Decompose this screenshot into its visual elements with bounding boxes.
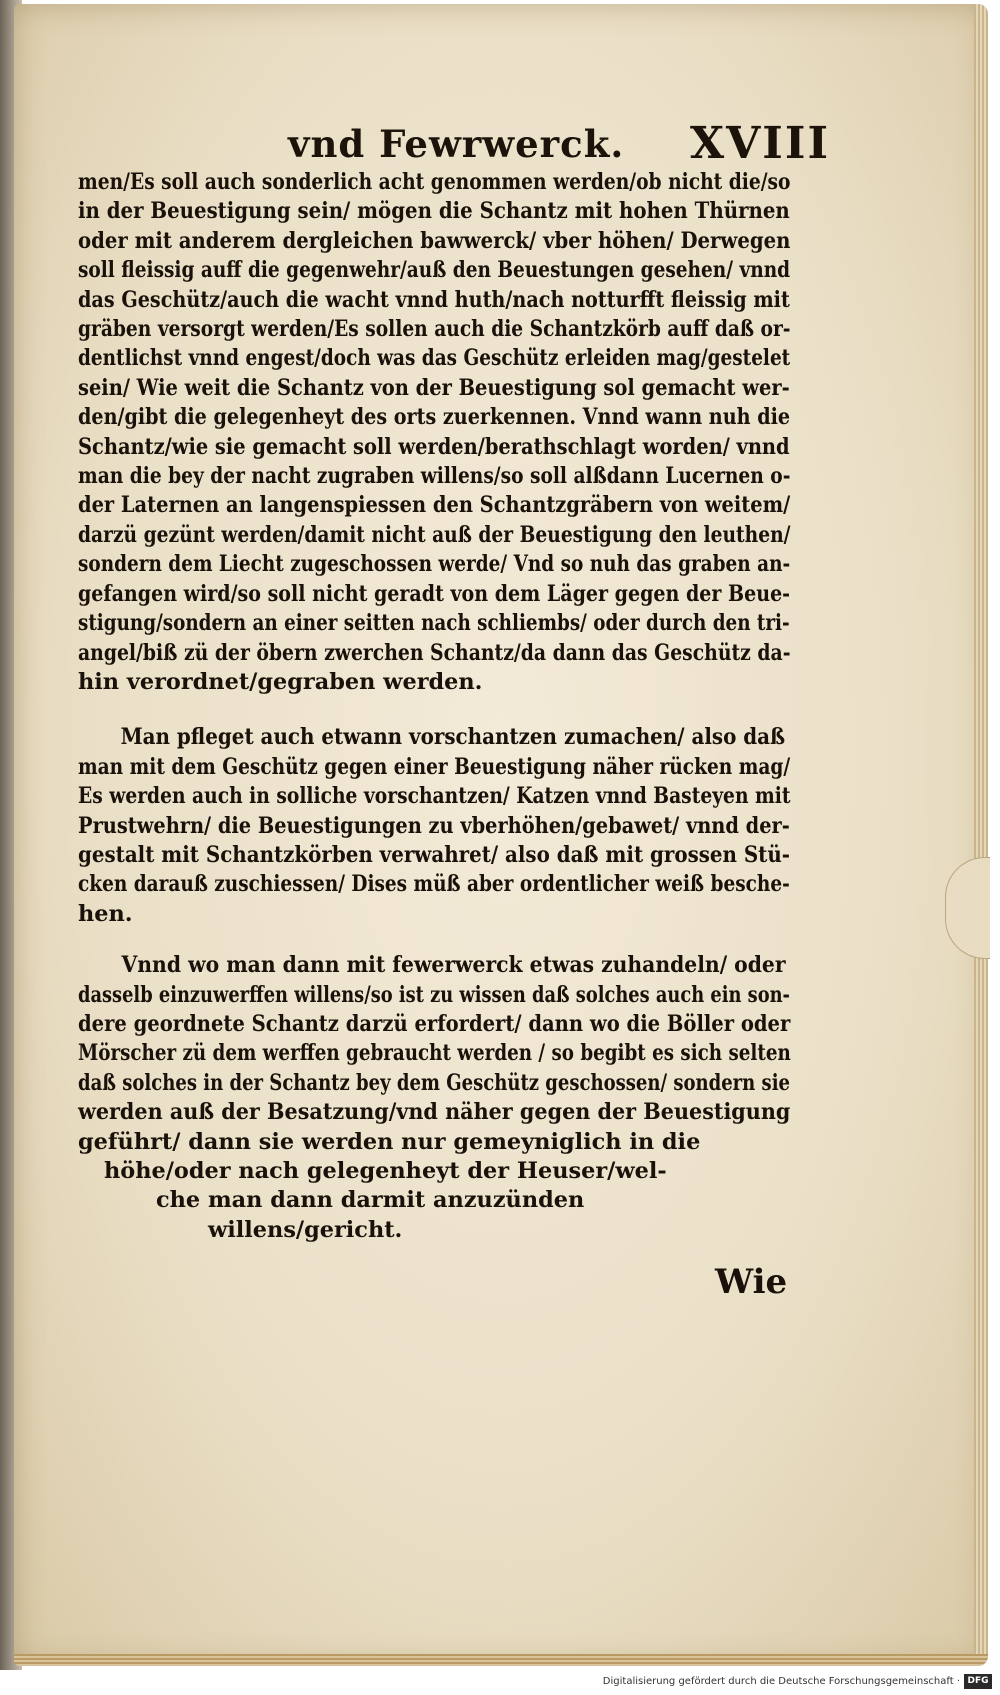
folio-number: XVIII — [690, 118, 831, 169]
catchword: Wie — [715, 1262, 788, 1302]
main-text — [78, 168, 790, 1267]
page-edge — [974, 4, 988, 1666]
text-line: geführt/ dann sie werden nur gemeyniglich in die — [78, 1128, 701, 1155]
bookmark-tab — [945, 857, 990, 959]
text-line: Mörscher zü dem werffen gebraucht werden / so begibt es sich selten — [78, 1040, 791, 1067]
paragraph-1 — [78, 168, 790, 697]
text-line: höhe/oder nach gelegenheyt der Heuser/wel- — [104, 1158, 667, 1184]
text-line: gefangen wird/so soll nicht geradt von dem Läger gegen der Beue- — [78, 580, 791, 607]
text-line: willens/gericht. — [208, 1216, 403, 1243]
text-line: Es werden auch in solliche vorschantzen/ Katzen vnnd Basteyen mit — [78, 783, 791, 810]
text-line: man die bey der nacht zugraben willens/so soll alßdann Lucernen o- — [78, 463, 791, 490]
dfg-logo: DFG — [964, 1674, 992, 1689]
running-title: vnd Fewrwerck. — [288, 122, 625, 166]
text-line: das Geschütz/auch die wacht vnnd huth/nach notturfft fleissig mit — [78, 286, 790, 313]
text-line: Schantz/wie sie gemacht soll werden/berathschlagt worden/ vnnd — [78, 433, 790, 460]
text-line: sondern dem Liecht zugeschossen werde/ Vnd so nuh das graben an- — [78, 551, 791, 578]
text-line: angel/biß zü der öbern zwerchen Schantz/da dann das Geschütz da- — [78, 639, 791, 666]
text-line: Vnnd wo man dann mit fewerwerck etwas zuhandeln/ oder — [121, 952, 786, 979]
text-line: den/gibt die gelegenheyt des orts zuerkennen. Vnnd wann nuh die — [78, 404, 791, 431]
funding-credit: Digitalisierung gefördert durch die Deutsche Forschungsgemeinschaft · — [602, 1676, 960, 1687]
text-line: man mit dem Geschütz gegen einer Beuestigung näher rücken mag/ — [78, 753, 791, 780]
text-line: darzü gezünt werden/damit nicht auß der Beuestigung den leuthen/ — [78, 521, 791, 548]
text-line: hen. — [78, 900, 133, 927]
text-line: werden auß der Besatzung/vnd näher gegen der Beuestigung — [78, 1099, 791, 1126]
text-line: che man dann darmit anzuzünden — [156, 1187, 585, 1214]
text-line: soll fleissig auff die gegenwehr/auß den Beuestungen gesehen/ vnnd — [78, 257, 791, 284]
text-line: cken darauß zuschiessen/ Dises müß aber ordentlicher weiß besche- — [78, 871, 790, 898]
footer-bar — [0, 1670, 1000, 1695]
text-line: sein/ Wie weit die Schantz von der Beuestigung sol gemacht wer- — [78, 374, 790, 401]
paragraph-2 — [78, 723, 790, 929]
page-bottom-edge — [14, 1654, 988, 1666]
text-line: gräben versorgt werden/Es sollen auch die Schantzkörb auff daß or- — [78, 316, 791, 343]
text-line: der Laternen an langenspiessen den Schantzgräbern von weitem/ — [78, 492, 791, 519]
text-line: daß solches in der Schantz bey dem Geschütz geschossen/ sondern sie — [78, 1069, 791, 1096]
text-line: Man pfleget auch etwann vorschantzen zumachen/ also daß — [120, 724, 786, 751]
paragraph-3 — [78, 951, 790, 1245]
text-line: Prustwehrn/ die Beuestigungen zu vberhöhen/gebawet/ vnnd der- — [78, 812, 790, 839]
text-line: dasselb einzuwerffen willens/so ist zu wissen daß solches auch ein son- — [78, 981, 790, 1008]
text-line: stigung/sondern an einer seitten nach schliembs/ oder durch den tri- — [78, 610, 790, 637]
text-line: dere geordnete Schantz darzü erfordert/ dann wo die Böller oder — [78, 1010, 791, 1037]
text-line: men/Es soll auch sonderlich acht genommen werden/ob nicht die/so — [78, 169, 791, 195]
text-line: in der Beuestigung sein/ mögen die Schantz mit hohen Thürnen — [78, 198, 790, 225]
running-head — [0, 120, 1000, 170]
text-line: gestalt mit Schantzkörben verwahret/ also daß mit grossen Stü- — [78, 841, 791, 868]
text-line: hin verordnet/gegraben werden. — [78, 668, 483, 695]
text-line: dentlichst vnnd engest/doch was das Geschütz erleiden mag/gestelet — [78, 345, 791, 372]
text-line: oder mit anderem dergleichen bawwerck/ vber höhen/ Derwegen — [78, 227, 791, 254]
